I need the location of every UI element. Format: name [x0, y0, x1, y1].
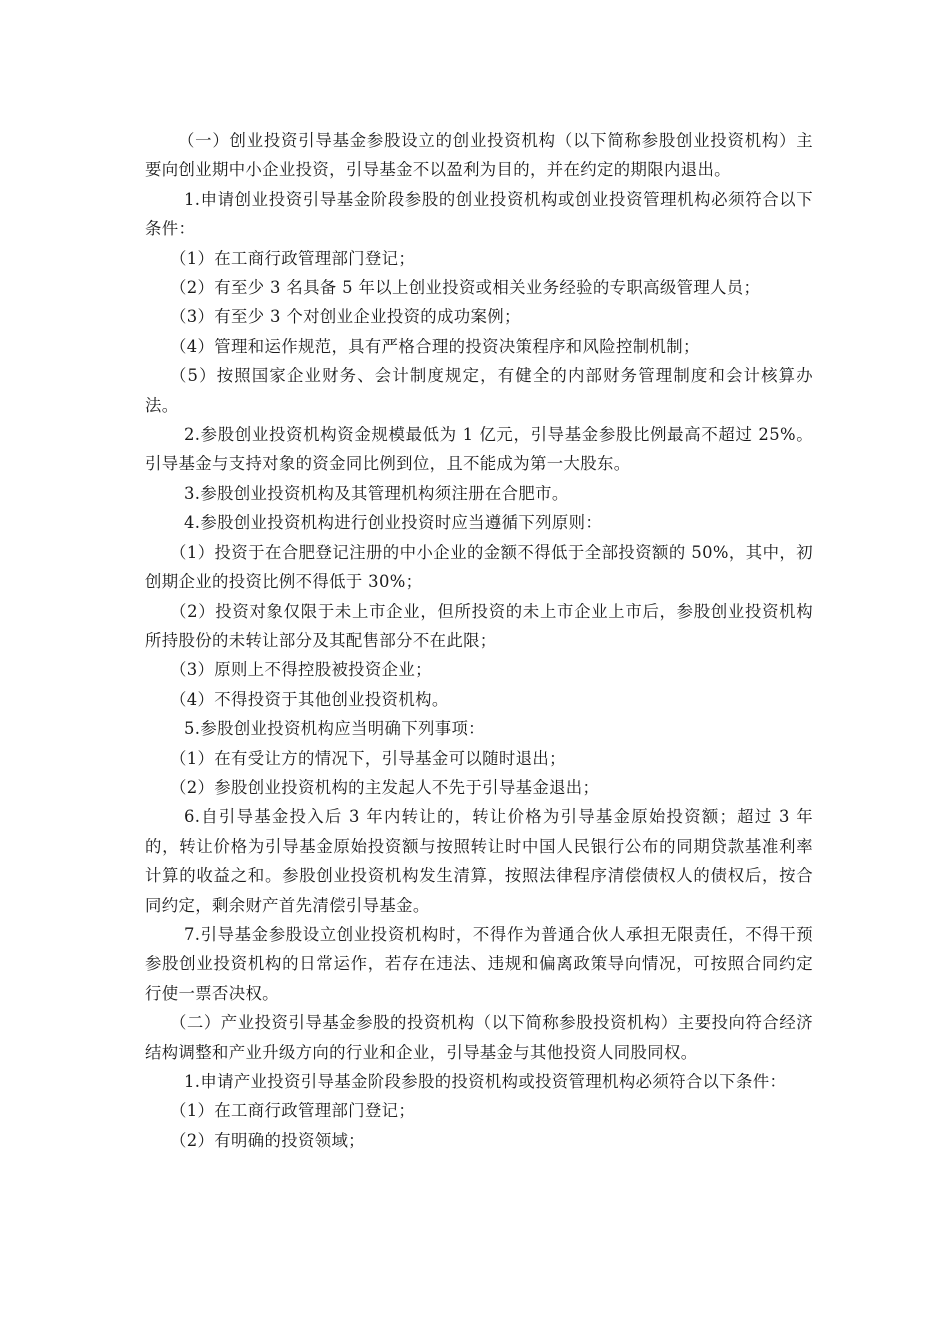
paragraph-sec2-item1-c2: （2）有明确的投资领域； [170, 1130, 365, 1150]
paragraph-sec1-item4-c1: （1）投资于在合肥登记注册的中小企业的金额不得低于全部投资额的 50%，其中，初创期企业的投资比例不得低于 30%； [145, 542, 813, 592]
paragraph-sec1-item1-c5: （5）按照国家企业财务、会计制度规定，有健全的内部财务管理制度和会计核算办法。 [145, 366, 813, 415]
paragraph-sec2-item1: 1.申请产业投资引导基金阶段参股的投资机构或投资管理机构必须符合以下条件： [184, 1072, 787, 1091]
paragraph-sec1-item7: 7.引导基金参股设立创业投资机构时，不得作为普通合伙人承担无限责任，不得干预参股创业投资机构的日常运作，若存在违法、违规和偏离政策导向情况，可按照合同约定行使一票否决权。 [145, 924, 813, 1003]
paragraph-sec1-item1-c4: （4）管理和运作规范，具有严格合理的投资决策程序和风险控制机制； [170, 336, 700, 356]
paragraph-sec1-item6: 6.自引导基金投入后 3 年内转让的，转让价格为引导基金原始投资额；超过 3 年的，转让价格为引导基金原始投资额与按照转让时中国人民银行公布的同期贷款基准利率计算的收益之和。参股创业投资机构发生清算，按照法律程序清偿债权人的债权后，按合同约定，剩余财产首先清偿引导基金。 [145, 807, 813, 915]
paragraph-sec1-item5: 5.参股创业投资机构应当明确下列事项： [184, 719, 485, 739]
paragraph-sec1-item4-c4: （4）不得投资于其他创业投资机构。 [170, 689, 449, 709]
paragraph-sec2-item1-c1: （1）在工商行政管理部门登记； [170, 1101, 416, 1121]
paragraph-sec1-item5-c1: （1）在有受让方的情况下，引导基金可以随时退出； [170, 748, 566, 768]
paragraph-sec1-item4: 4.参股创业投资机构进行创业投资时应当遵循下列原则： [184, 513, 603, 533]
paragraph-sec2-intro: （二）产业投资引导基金参股的投资机构（以下简称参股投资机构）主要投向符合经济结构调整和产业升级方向的行业和企业，引导基金与其他投资人同股同权。 [145, 1013, 813, 1062]
paragraph-sec1-item4-c3: （3）原则上不得控股被投资企业； [170, 660, 432, 680]
paragraph-sec1-item4-c2: （2）投资对象仅限于未上市企业，但所投资的未上市企业上市后，参股创业投资机构所持股份的未转让部分及其配售部分不在此限； [145, 601, 813, 650]
paragraph-sec1-item1-c3: （3）有至少 3 个对创业企业投资的成功案例； [170, 307, 521, 327]
paragraph-sec1-item1-c1: （1）在工商行政管理部门登记； [170, 248, 416, 268]
document-body [145, 126, 813, 1155]
paragraph-sec1-item5-c2: （2）参股创业投资机构的主发起人不先于引导基金退出； [170, 777, 600, 797]
paragraph-sec1-item3: 3.参股创业投资机构及其管理机构须注册在合肥市。 [184, 483, 569, 503]
paragraph-sec1-item1: 1.申请创业投资引导基金阶段参股的创业投资机构或创业投资管理机构必须符合以下条件： [145, 189, 813, 239]
paragraph-sec1-item1-c2: （2）有至少 3 名具备 5 年以上创业投资或相关业务经验的专职高级管理人员； [170, 278, 761, 298]
paragraph-sec1-intro: （一）创业投资引导基金参股设立的创业投资机构（以下简称参股创业投资机构）主要向创业期中小企业投资，引导基金不以盈利为目的，并在约定的期限内退出。 [145, 131, 813, 180]
paragraph-sec1-item2: 2.参股创业投资机构资金规模最低为 1 亿元，引导基金参股比例最高不超过 25%。引导基金与支持对象的资金同比例到位，且不能成为第一大股东。 [145, 425, 813, 474]
